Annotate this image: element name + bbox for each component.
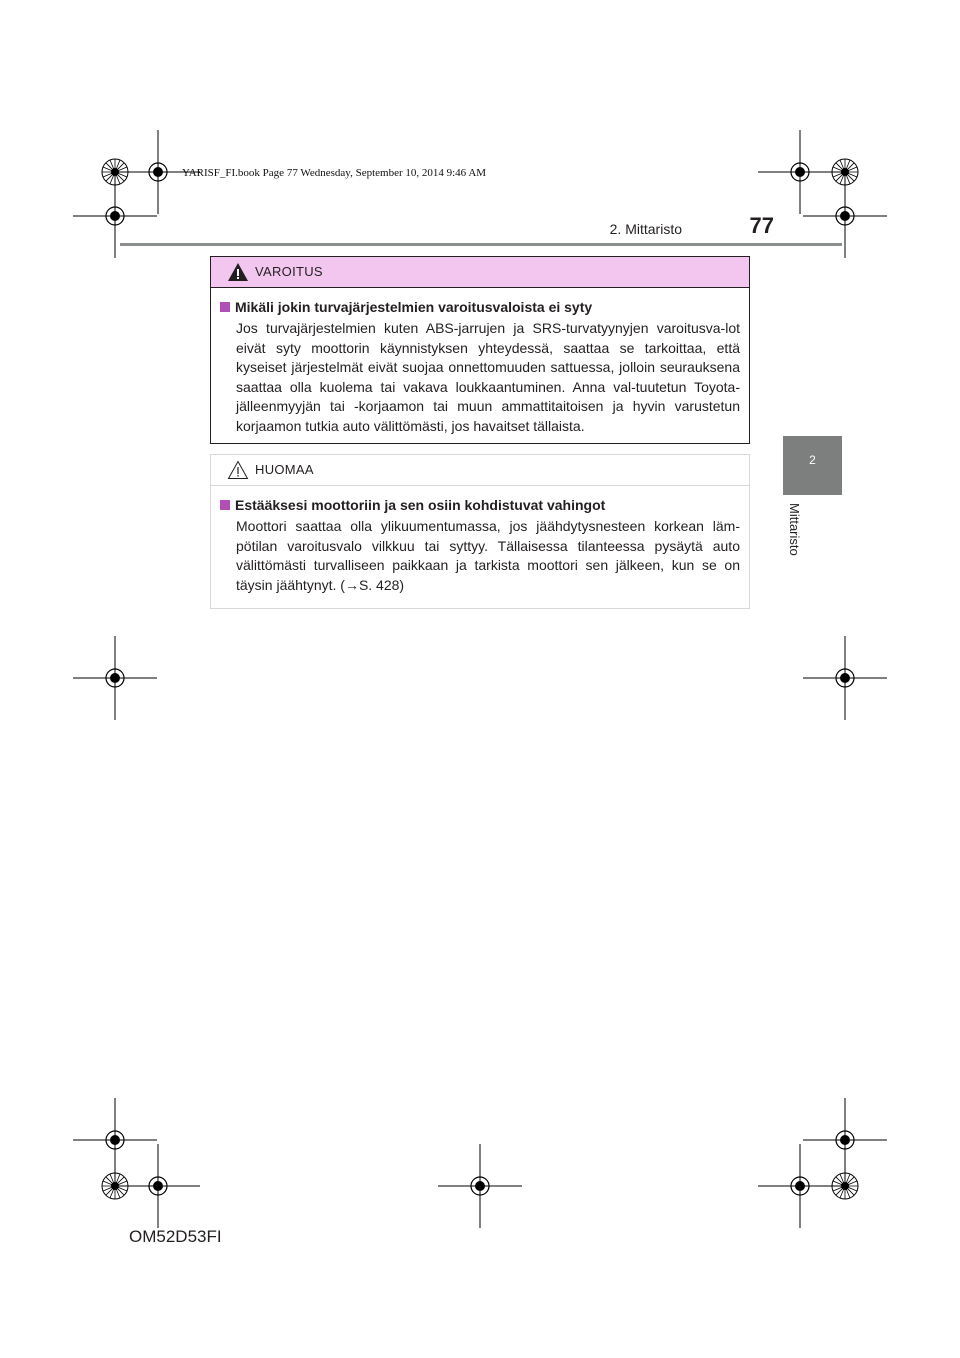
chapter-tab-number: 2 — [809, 453, 816, 467]
notice-box-header — [211, 455, 749, 486]
warning-filled-triangle-icon — [227, 262, 249, 282]
square-bullet-icon — [220, 302, 230, 312]
section-title: 2. Mittaristo — [609, 221, 682, 237]
chapter-tab — [783, 436, 842, 495]
notice-label: HUOMAA — [255, 462, 314, 477]
warning-box-header — [211, 257, 749, 288]
caution-outline-triangle-icon — [227, 460, 249, 480]
chapter-tab-label: Mittaristo — [787, 503, 802, 556]
warning-item-title-text: Mikäli jokin turvajärjestelmien varoitusvaloista ei syty — [235, 299, 593, 315]
notice-box — [210, 454, 750, 609]
page-number: 77 — [749, 213, 774, 238]
header-rule — [120, 243, 842, 246]
warning-label: VAROITUS — [255, 264, 323, 279]
notice-item-text: Moottori saattaa olla ylikuumentumassa, jos jäähdytysnesteen korkean läm-pötilan varoitusvalo vilkkuu tai syttyy. Tällaisessa tilanteessa pysäytä auto välittömästi turvalliseen paikkaan ja tarkista moottori sen jälkeen, kun se on täysin jäähtynyt. (→S. 428) — [236, 518, 740, 593]
notice-item-title — [220, 497, 740, 513]
notice-item-title-text: Estääksesi moottoriin ja sen osiin kohdistuvat vahingot — [235, 497, 606, 513]
warning-box — [210, 256, 750, 444]
document-code: OM52D53FI — [129, 1227, 222, 1246]
book-file-info: YARISF_FI.book Page 77 Wednesday, September 10, 2014 9:46 AM — [182, 167, 487, 179]
warning-item-text: Jos turvajärjestelmien kuten ABS-jarrujen ja SRS-turvatyynyjen varoitusva-lot eivät syty moottorin käynnistyksen yhteydessä, saattaa se tarkoittaa, että kyseiset järjestelmät eivät suojaa onnettomuuden sattuessa, jolloin seurauksena saattaa olla kuolema tai vakava loukkaantuminen. Anna val-tuutetun Toyota-jälleenmyyjän tai -korjaamon tai muun ammattitaitoisen ja hyvin varustetun korjaamon tutkia auto välittömästi, jos havaitset tällaista. — [236, 320, 740, 434]
square-bullet-icon — [220, 500, 230, 510]
warning-item-title — [220, 299, 740, 315]
